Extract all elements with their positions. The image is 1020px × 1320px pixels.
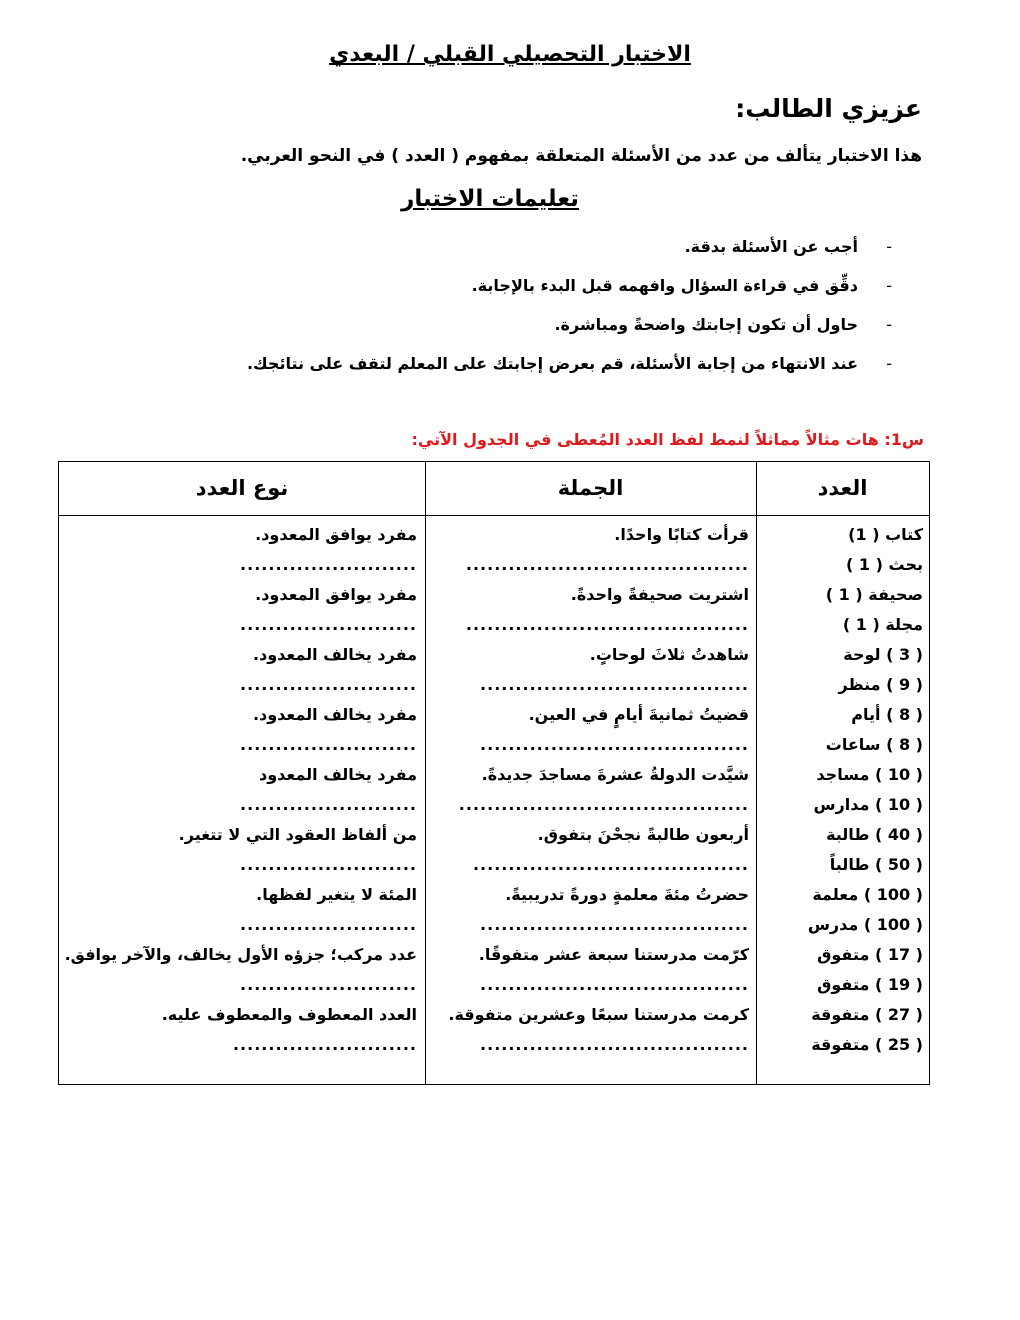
- number-cell: ( 50 ) طالباً: [829, 855, 923, 874]
- number-cell: ( 27 ) متفوقة: [811, 1005, 923, 1024]
- number-cell: ( 3 ) لوحة: [843, 645, 923, 664]
- instruction-text: حاول أن تكون إجابتك واضحةً ومباشرة.: [554, 315, 858, 334]
- answer-blank: .........................: [240, 615, 417, 634]
- answer-blank: ......................................: [480, 1035, 749, 1054]
- column-divider: [756, 462, 757, 1084]
- sentence-cell: كرمت مدرستنا سبعًا وعشرين متفوقة.: [448, 1005, 749, 1024]
- sentence-cell: شيَّدت الدولةُ عشرةَ مساجدَ جديدةً.: [481, 765, 749, 784]
- answer-blank: .......................................: [472, 855, 749, 874]
- instruction-item: [247, 351, 892, 390]
- bullet-dash: -: [886, 237, 892, 256]
- instruction-text: عند الانتهاء من إجابة الأسئلة، قم بعرض إجابتك على المعلم لتقف على نتائجك.: [246, 354, 858, 373]
- number-table: [58, 461, 930, 1085]
- type-cell: من ألفاظ العقود التي لا تتغير.: [178, 825, 417, 844]
- number-cell: ( 100 ) معلمة: [812, 885, 923, 904]
- sentence-cell: كرّمت مدرستنا سبعة عشر متفوقًا.: [478, 945, 749, 964]
- sentence-cell: قرأت كتابًا واحدًا.: [614, 525, 749, 544]
- answer-blank: .........................: [240, 795, 417, 814]
- sentence-cell: شاهدتُ ثلاثَ لوحاتٍ.: [589, 645, 749, 664]
- answer-blank: ..........................: [232, 1035, 417, 1054]
- answer-blank: .........................: [240, 975, 417, 994]
- answer-blank: .........................: [240, 915, 417, 934]
- sentences-column: [429, 520, 749, 1060]
- instruction-item: [247, 273, 892, 312]
- instruction-text: دقِّق في قراءة السؤال وافهمه قبل البدء بالإجابة.: [471, 276, 858, 295]
- number-cell: صحيفة ( 1 ): [825, 585, 923, 604]
- type-cell: العدد المعطوف والمعطوف عليه.: [161, 1005, 417, 1024]
- bullet-dash: -: [886, 315, 892, 334]
- answer-blank: ........................................: [465, 615, 749, 634]
- number-cell: ( 100 ) مدرس: [807, 915, 923, 934]
- numbers-column: [758, 520, 923, 1060]
- number-cell: كتاب ( 1): [848, 525, 923, 544]
- answer-blank: ......................................: [480, 735, 749, 754]
- greeting: عزيزي الطالب:: [735, 94, 922, 123]
- answer-blank: .........................: [240, 675, 417, 694]
- answer-blank: .........................: [240, 855, 417, 874]
- sentence-cell: أربعون طالبةً نجحْنَ بتفوق.: [537, 825, 749, 844]
- number-cell: ( 10 ) مدارس: [813, 795, 923, 814]
- type-cell: عدد مركب؛ جزؤه الأول يخالف، والآخر يوافق.: [64, 945, 417, 964]
- type-cell: مفرد يوافق المعدود.: [255, 525, 417, 544]
- sentence-cell: حضرتُ مئةَ معلمةٍ دورةً تدريبيةً.: [505, 885, 749, 904]
- answer-blank: ......................................: [480, 675, 749, 694]
- number-cell: مجلة ( 1 ): [842, 615, 923, 634]
- types-column: [59, 520, 417, 1060]
- header-sentence: الجملة: [557, 476, 624, 500]
- header-type: نوع العدد: [195, 476, 289, 500]
- number-cell: ( 9 ) منظر: [838, 675, 923, 694]
- bullet-dash: -: [886, 276, 892, 295]
- instruction-text: أجب عن الأسئلة بدقة.: [684, 237, 858, 256]
- number-cell: ( 25 ) متفوقة: [811, 1035, 923, 1054]
- instruction-item: [247, 234, 892, 273]
- number-cell: ( 8 ) أيام: [851, 705, 923, 724]
- intro-text: هذا الاختبار يتألف من عدد من الأسئلة المتعلقة بمفهوم ( العدد ) في النحو العربي.: [240, 146, 922, 166]
- answer-blank: .........................................: [458, 795, 749, 814]
- instruction-item: [247, 312, 892, 351]
- bullet-dash: -: [886, 354, 892, 373]
- instructions-heading: تعليمات الاختبار: [401, 186, 579, 212]
- type-cell: مفرد يوافق المعدود.: [255, 585, 417, 604]
- header-divider: [59, 515, 929, 516]
- header-number: العدد: [817, 476, 868, 500]
- type-cell: المئة لا يتغير لفظها.: [256, 885, 417, 904]
- answer-blank: ......................................: [480, 915, 749, 934]
- answer-blank: ........................................: [465, 555, 749, 574]
- instructions-list: [247, 234, 892, 390]
- number-cell: ( 19 ) متفوق: [817, 975, 923, 994]
- number-cell: ( 10 ) مساجد: [816, 765, 923, 784]
- answer-blank: .........................: [240, 555, 417, 574]
- sentence-cell: قضيتُ ثمانيةَ أيامٍ في العين.: [528, 705, 749, 724]
- number-cell: ( 17 ) متفوق: [817, 945, 923, 964]
- type-cell: مفرد يخالف المعدود.: [252, 645, 417, 664]
- sentence-cell: اشتريت صحيفةً واحدةً.: [570, 585, 749, 604]
- type-cell: مفرد يخالف المعدود.: [252, 705, 417, 724]
- column-divider: [425, 462, 426, 1084]
- question-1: س1: هات مثالاً مماثلاً لنمط لفظ العدد المُعطى في الجدول الآتي:: [411, 430, 924, 449]
- page-title: الاختبار التحصيلي القبلي / البعدي: [329, 42, 691, 67]
- type-cell: مفرد يخالف المعدود: [259, 765, 417, 784]
- answer-blank: .........................: [240, 735, 417, 754]
- number-cell: ( 8 ) ساعات: [825, 735, 923, 754]
- number-cell: بحث ( 1 ): [846, 555, 923, 574]
- answer-blank: ......................................: [480, 975, 749, 994]
- number-cell: ( 40 ) طالبة: [826, 825, 923, 844]
